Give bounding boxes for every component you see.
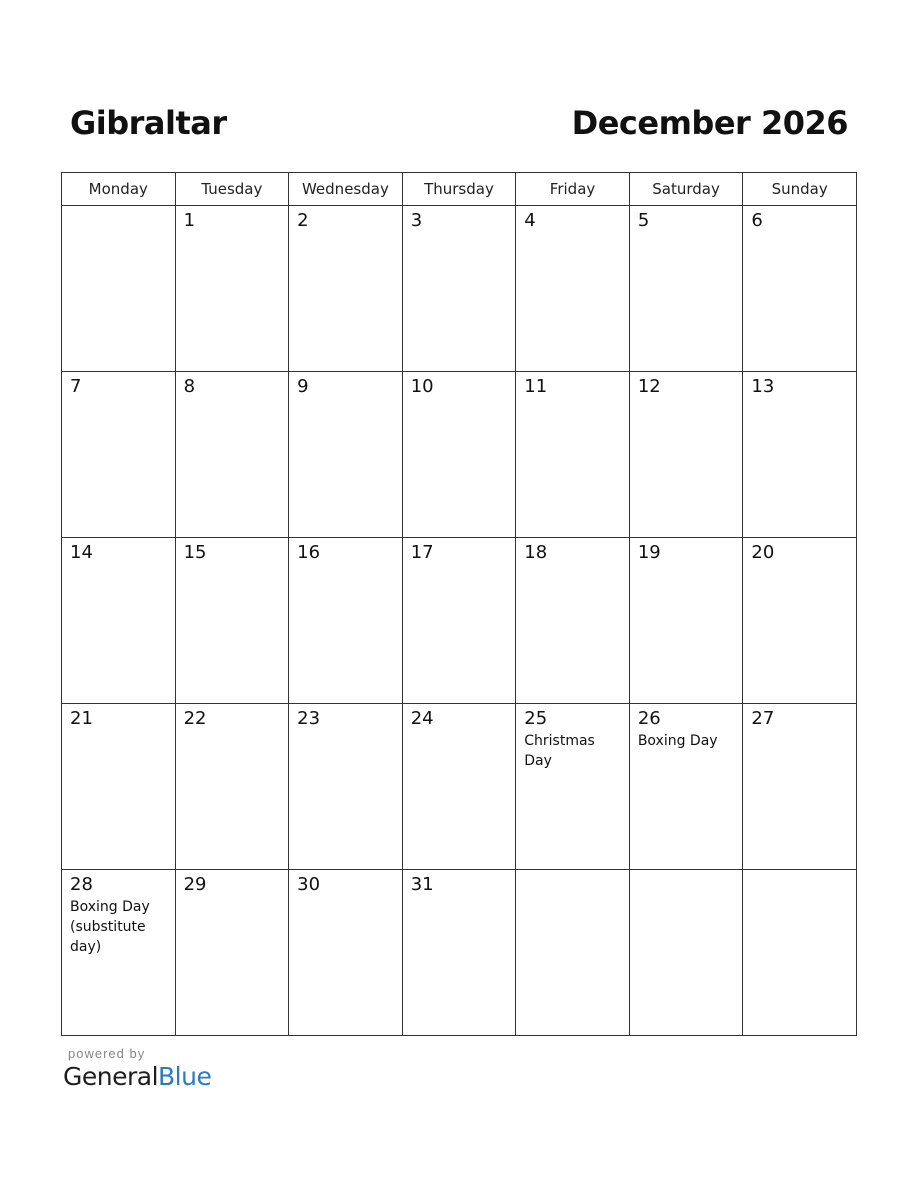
day-cell <box>629 704 743 870</box>
day-number: 14 <box>70 542 93 563</box>
day-cell <box>516 870 630 1036</box>
day-cell <box>743 870 857 1036</box>
day-cell <box>175 372 289 538</box>
day-cell <box>289 870 403 1036</box>
holiday-label <box>743 397 856 399</box>
day-number: 4 <box>524 210 536 231</box>
holiday-label <box>630 397 743 399</box>
day-number: 20 <box>751 542 775 563</box>
calendar-grid <box>61 172 857 1036</box>
holiday-label <box>62 563 175 565</box>
weekday-header: Tuesday <box>175 173 289 206</box>
day-number: 15 <box>183 542 207 563</box>
day-number: 21 <box>70 708 93 729</box>
holiday-label <box>176 729 289 731</box>
brand-logo[interactable] <box>63 1062 211 1091</box>
day-number: 17 <box>410 542 434 563</box>
day-cell <box>402 704 516 870</box>
holiday-label <box>630 231 743 233</box>
holiday-label <box>176 895 289 897</box>
holiday-label <box>743 231 856 233</box>
day-cell <box>175 538 289 704</box>
day-cell <box>289 704 403 870</box>
holiday-label <box>403 563 516 565</box>
holiday-label <box>62 397 175 399</box>
day-number: 29 <box>183 874 207 895</box>
holiday-label: Christmas Day <box>524 733 595 769</box>
day-cell <box>629 538 743 704</box>
day-number: 31 <box>410 874 434 895</box>
holiday-label <box>743 563 856 565</box>
country-title: Gibraltar <box>70 104 227 142</box>
day-cell <box>402 870 516 1036</box>
day-cell <box>629 372 743 538</box>
holiday-label <box>403 895 516 897</box>
holiday-label <box>516 563 629 565</box>
day-number: 5 <box>637 210 650 231</box>
day-cell <box>175 206 289 372</box>
weekday-header: Friday <box>516 173 630 206</box>
day-cell <box>62 372 176 538</box>
holiday-label <box>176 397 289 399</box>
week-row <box>62 206 857 372</box>
holiday-label <box>403 231 516 233</box>
day-cell <box>289 206 403 372</box>
day-number: 1 <box>183 210 196 231</box>
day-cell <box>289 372 403 538</box>
day-cell <box>62 538 176 704</box>
day-cell <box>516 538 630 704</box>
day-cell <box>743 704 857 870</box>
holiday-label <box>516 875 629 877</box>
day-number: 26 <box>637 708 661 729</box>
holiday-label <box>743 729 856 731</box>
holiday-label <box>176 563 289 565</box>
weekday-header-row <box>62 173 857 206</box>
holiday-label <box>176 231 289 233</box>
day-cell <box>175 870 289 1036</box>
holiday-label <box>403 729 516 731</box>
day-number: 7 <box>70 376 82 397</box>
holiday-label <box>630 563 743 565</box>
day-number: 25 <box>524 708 548 729</box>
holiday-label <box>289 563 402 565</box>
week-row <box>62 870 857 1036</box>
day-number: 16 <box>297 542 321 563</box>
day-cell <box>516 206 630 372</box>
day-number: 19 <box>637 542 661 563</box>
month-year-title: December 2026 <box>571 104 848 142</box>
powered-by-label: powered by <box>68 1046 146 1061</box>
day-number: 9 <box>297 376 309 397</box>
week-row <box>62 372 857 538</box>
day-cell <box>62 870 176 1036</box>
day-cell <box>516 704 630 870</box>
day-number: 6 <box>751 210 763 231</box>
weekday-header: Wednesday <box>289 173 403 206</box>
holiday-label: Boxing Day (substitute day) <box>70 899 150 955</box>
day-number: 18 <box>524 542 548 563</box>
day-cell <box>402 372 516 538</box>
week-row <box>62 538 857 704</box>
weekday-header: Sunday <box>743 173 857 206</box>
brand-logo-part-general: General <box>63 1062 159 1091</box>
day-number: 13 <box>751 376 775 397</box>
day-cell <box>743 538 857 704</box>
holiday-label <box>62 729 175 731</box>
day-cell <box>743 206 857 372</box>
day-cell <box>402 206 516 372</box>
day-number: 24 <box>410 708 434 729</box>
day-number: 22 <box>183 708 207 729</box>
day-number: 10 <box>410 376 434 397</box>
holiday-label <box>289 895 402 897</box>
holiday-label <box>630 875 743 877</box>
holiday-label <box>403 397 516 399</box>
day-cell <box>629 206 743 372</box>
day-number: 8 <box>183 376 196 397</box>
day-cell <box>62 206 176 372</box>
week-row <box>62 704 857 870</box>
holiday-label <box>289 231 402 233</box>
weekday-header: Monday <box>62 173 176 206</box>
holiday-label <box>289 729 402 731</box>
day-number: 28 <box>70 874 93 895</box>
day-number: 2 <box>297 210 309 231</box>
holiday-label <box>516 231 629 233</box>
holiday-label: Boxing Day <box>637 733 718 749</box>
holiday-label <box>516 397 629 399</box>
day-number: 27 <box>751 708 775 729</box>
weekday-header: Thursday <box>402 173 516 206</box>
day-cell <box>62 704 176 870</box>
day-number: 12 <box>637 376 661 397</box>
day-number: 23 <box>297 708 321 729</box>
holiday-label <box>289 397 402 399</box>
day-cell <box>175 704 289 870</box>
holiday-label <box>62 211 175 213</box>
day-cell <box>743 372 857 538</box>
day-cell <box>516 372 630 538</box>
day-number: 11 <box>524 376 548 397</box>
weekday-header: Saturday <box>629 173 743 206</box>
holiday-label <box>743 875 856 877</box>
day-cell <box>402 538 516 704</box>
day-number: 3 <box>410 210 423 231</box>
day-cell <box>289 538 403 704</box>
day-cell <box>629 870 743 1036</box>
brand-logo-part-blue: Blue <box>158 1062 212 1091</box>
day-number: 30 <box>297 874 321 895</box>
